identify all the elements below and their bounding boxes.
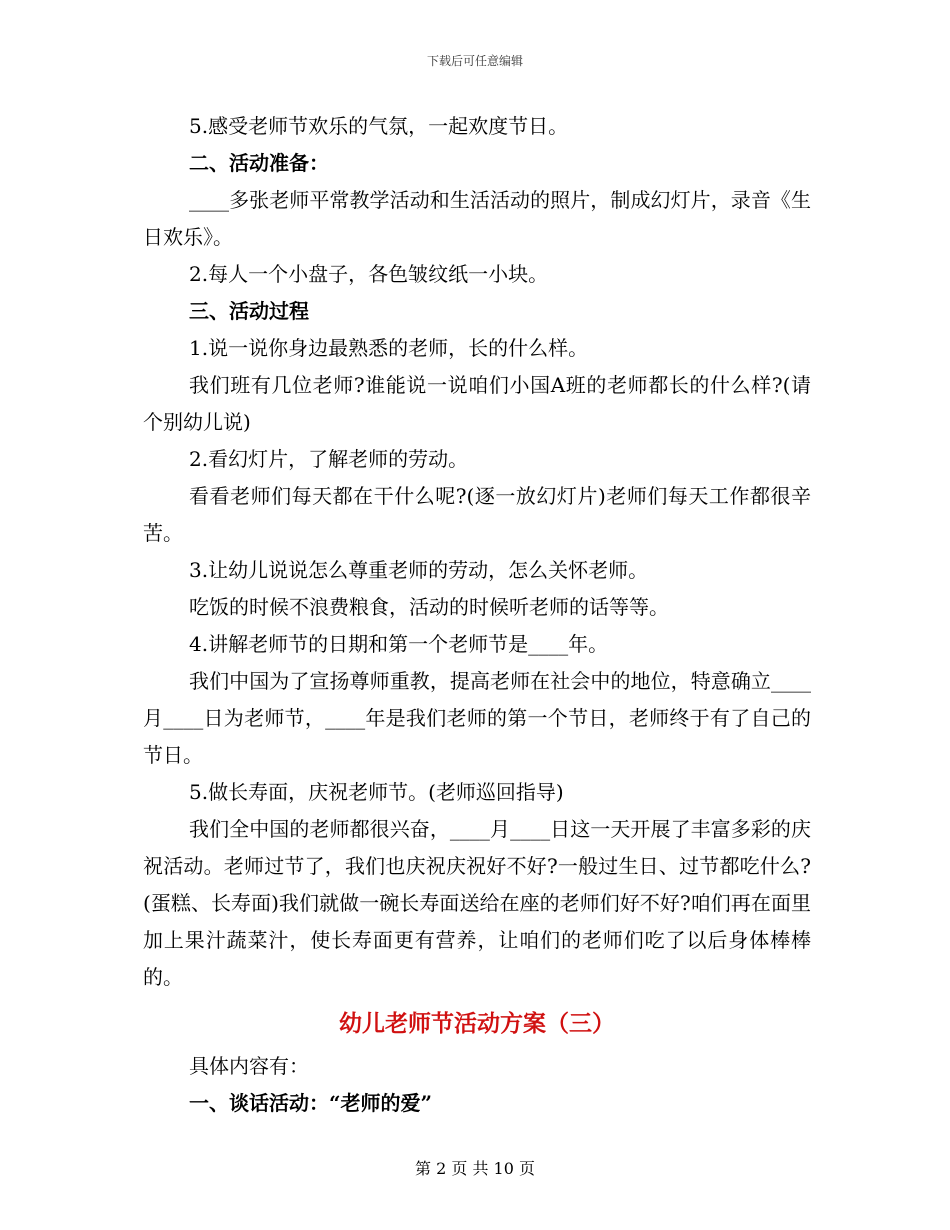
section-title: 幼儿老师节活动方案（三） (339, 1010, 615, 1037)
paragraph: 我们班有几位老师?谁能说一说咱们小国A班的老师都长的什么样?(请个别幼儿说) (143, 373, 811, 434)
section-heading: 一、谈话活动：“老师的爱” (189, 1091, 433, 1115)
paragraph-block-after-title (143, 1048, 811, 1122)
paragraph-block (143, 108, 811, 996)
paragraph: 吃饭的时候不浪费粮食，活动的时候听老师的话等等。 (189, 595, 669, 619)
paragraph: 我们中国为了宣扬尊师重教，提高老师在社会中的地位，特意确立____月____日为老师节，____年是我们老师的第一个节日，老师终于有了自己的节日。 (143, 669, 811, 767)
paragraph: 5.感受老师节欢乐的气氛，一起欢度节日。 (189, 114, 569, 138)
paragraph: 1.说一说你身边最熟悉的老师，长的什么样。 (189, 336, 589, 360)
document-body (143, 108, 811, 1122)
section-heading: 二、活动准备： (189, 151, 329, 175)
paragraph: 我们全中国的老师都很兴奋，____月____日这一天开展了丰富多彩的庆祝活动。老师过节了，我们也庆祝庆祝好不好?一般过生日、过节都吃什么?(蛋糕、长寿面)我们就做一碗长寿面送给在座的老师们好不好?咱们再在面里加上果汁蔬菜汁，使长寿面更有营养，让咱们的老师们吃了以后身体棒棒的。 (143, 817, 811, 989)
paragraph: 2.看幻灯片，了解老师的劳动。 (189, 447, 469, 471)
paragraph: ____多张老师平常教学活动和生活活动的照片，制成幻灯片，录音《生日欢乐》。 (143, 188, 811, 249)
paragraph: 看看老师们每天都在干什么呢?(逐一放幻灯片)老师们每天工作都很辛苦。 (143, 484, 811, 545)
page-footer: 第 2 页 共 10 页 (415, 1159, 535, 1178)
paragraph: 4.讲解老师节的日期和第一个老师节是____年。 (189, 632, 609, 656)
paragraph: 2.每人一个小盘子，各色皱纹纸一小块。 (189, 262, 549, 286)
paragraph: 具体内容有： (189, 1054, 309, 1078)
paragraph: 5.做长寿面，庆祝老师节。(老师巡回指导) (189, 780, 564, 804)
section-heading: 三、活动过程 (189, 299, 309, 323)
page-header: 下载后可任意编辑 (426, 54, 523, 68)
paragraph: 3.让幼儿说说怎么尊重老师的劳动，怎么关怀老师。 (189, 558, 649, 582)
